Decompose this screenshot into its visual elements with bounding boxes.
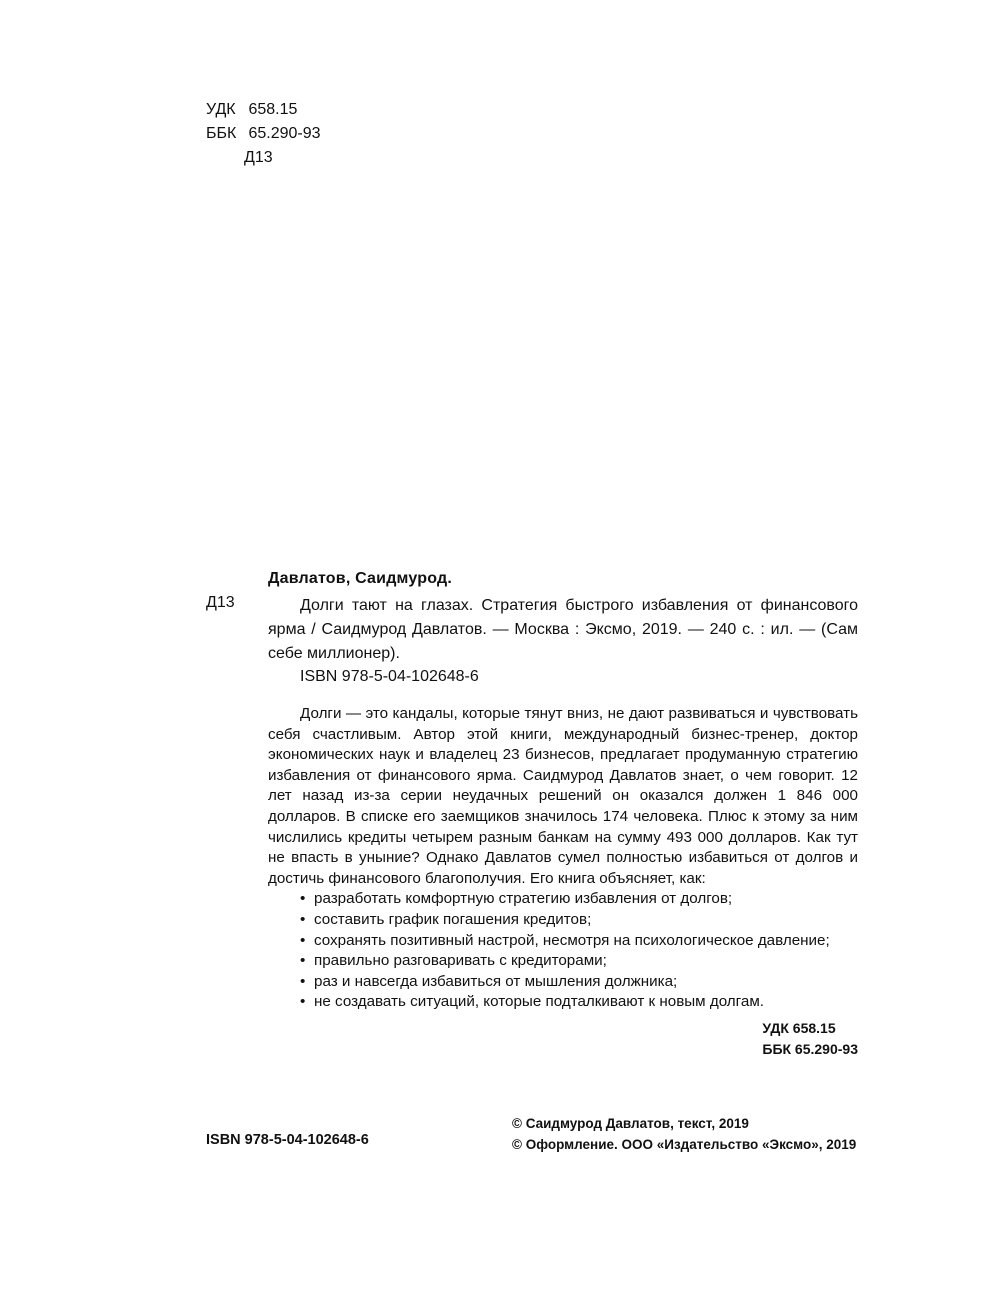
udk-value: 658.15 — [248, 101, 298, 118]
udk-row — [206, 98, 321, 122]
list-item: • разработать комфортную стратегию избавления от долгов; — [268, 889, 858, 910]
isbn-bottom: ISBN 978-5-04-102648-6 — [206, 1132, 369, 1148]
bbk-label: ББК — [206, 125, 237, 142]
classification-codes-top — [206, 98, 321, 170]
copyright-text: © Саидмурод Давлатов, текст, 2019 — [512, 1116, 749, 1131]
bullet-icon: • — [300, 952, 306, 970]
catalog-author-mark: Д13 — [206, 594, 235, 611]
catalog-author: Давлатов, Саидмурод. — [268, 570, 452, 587]
author-mark: Д13 — [244, 149, 273, 166]
list-item: • не создавать ситуаций, которые подталкивают к новым долгам. — [268, 992, 858, 1013]
list-item: • раз и навсегда избавиться от мышления должника; — [268, 972, 858, 993]
classification-codes-bottom — [762, 1018, 858, 1060]
bbk-value: 65.290-93 — [248, 125, 321, 142]
list-item: • составить график погашения кредитов; — [268, 910, 858, 931]
list-item: • сохранять позитивный настрой, несмотря на психологическое давление; — [268, 931, 858, 952]
bullet-icon: • — [300, 972, 306, 990]
bullet-icon: • — [300, 993, 306, 1011]
copyright-block — [512, 1113, 856, 1155]
bullet-icon: • — [300, 910, 306, 928]
list-item: • правильно разговаривать с кредиторами; — [268, 951, 858, 972]
udk-label: УДК — [206, 101, 236, 118]
udk-bottom: УДК 658.15 — [762, 1020, 836, 1036]
bullet-icon: • — [300, 931, 306, 949]
catalog-entry: Долги тают на глазах. Стратегия быстрого избавления от финансового ярма / Саидмурод Давлатов. — Москва : Эксмо, 2019. — 240 с. : ил. — (Сам себе миллионер). — [268, 597, 858, 662]
copyright-design: © Оформление. ООО «Издательство «Эксмо», 2019 — [512, 1137, 857, 1152]
bullet-icon: • — [300, 890, 306, 908]
annotation-text: Долги — это кандалы, которые тянут вниз, не дают развиваться и чувствовать себя счастливым. Автор этой книги, международный бизнес-тренер, доктор экономических наук и владелец 23 бизнесов, предлагает продуманную стратегию избавления от финансового ярма. Саидмурод Давлатов знает, о чем говорит. 12 лет назад из-за серии неудачных решений он оказался должен 1 846 000 долларов. В списке его заемщиков значилось 174 человека. Плюс к этому за ним числились кредиты четырем разным банкам на сумму 493 000 долларов. Как тут не впасть в уныние? Однако Давлатов сумел полностью избавиться от долгов и достичь финансового благополучия. Его книга объясняет, как: — [268, 705, 858, 887]
bbk-bottom: ББК 65.290-93 — [762, 1041, 858, 1057]
bbk-row — [206, 122, 321, 146]
catalog-isbn: ISBN 978-5-04-102648-6 — [300, 668, 479, 685]
annotation — [268, 704, 858, 1013]
annotation-bullet-list — [268, 889, 858, 1013]
